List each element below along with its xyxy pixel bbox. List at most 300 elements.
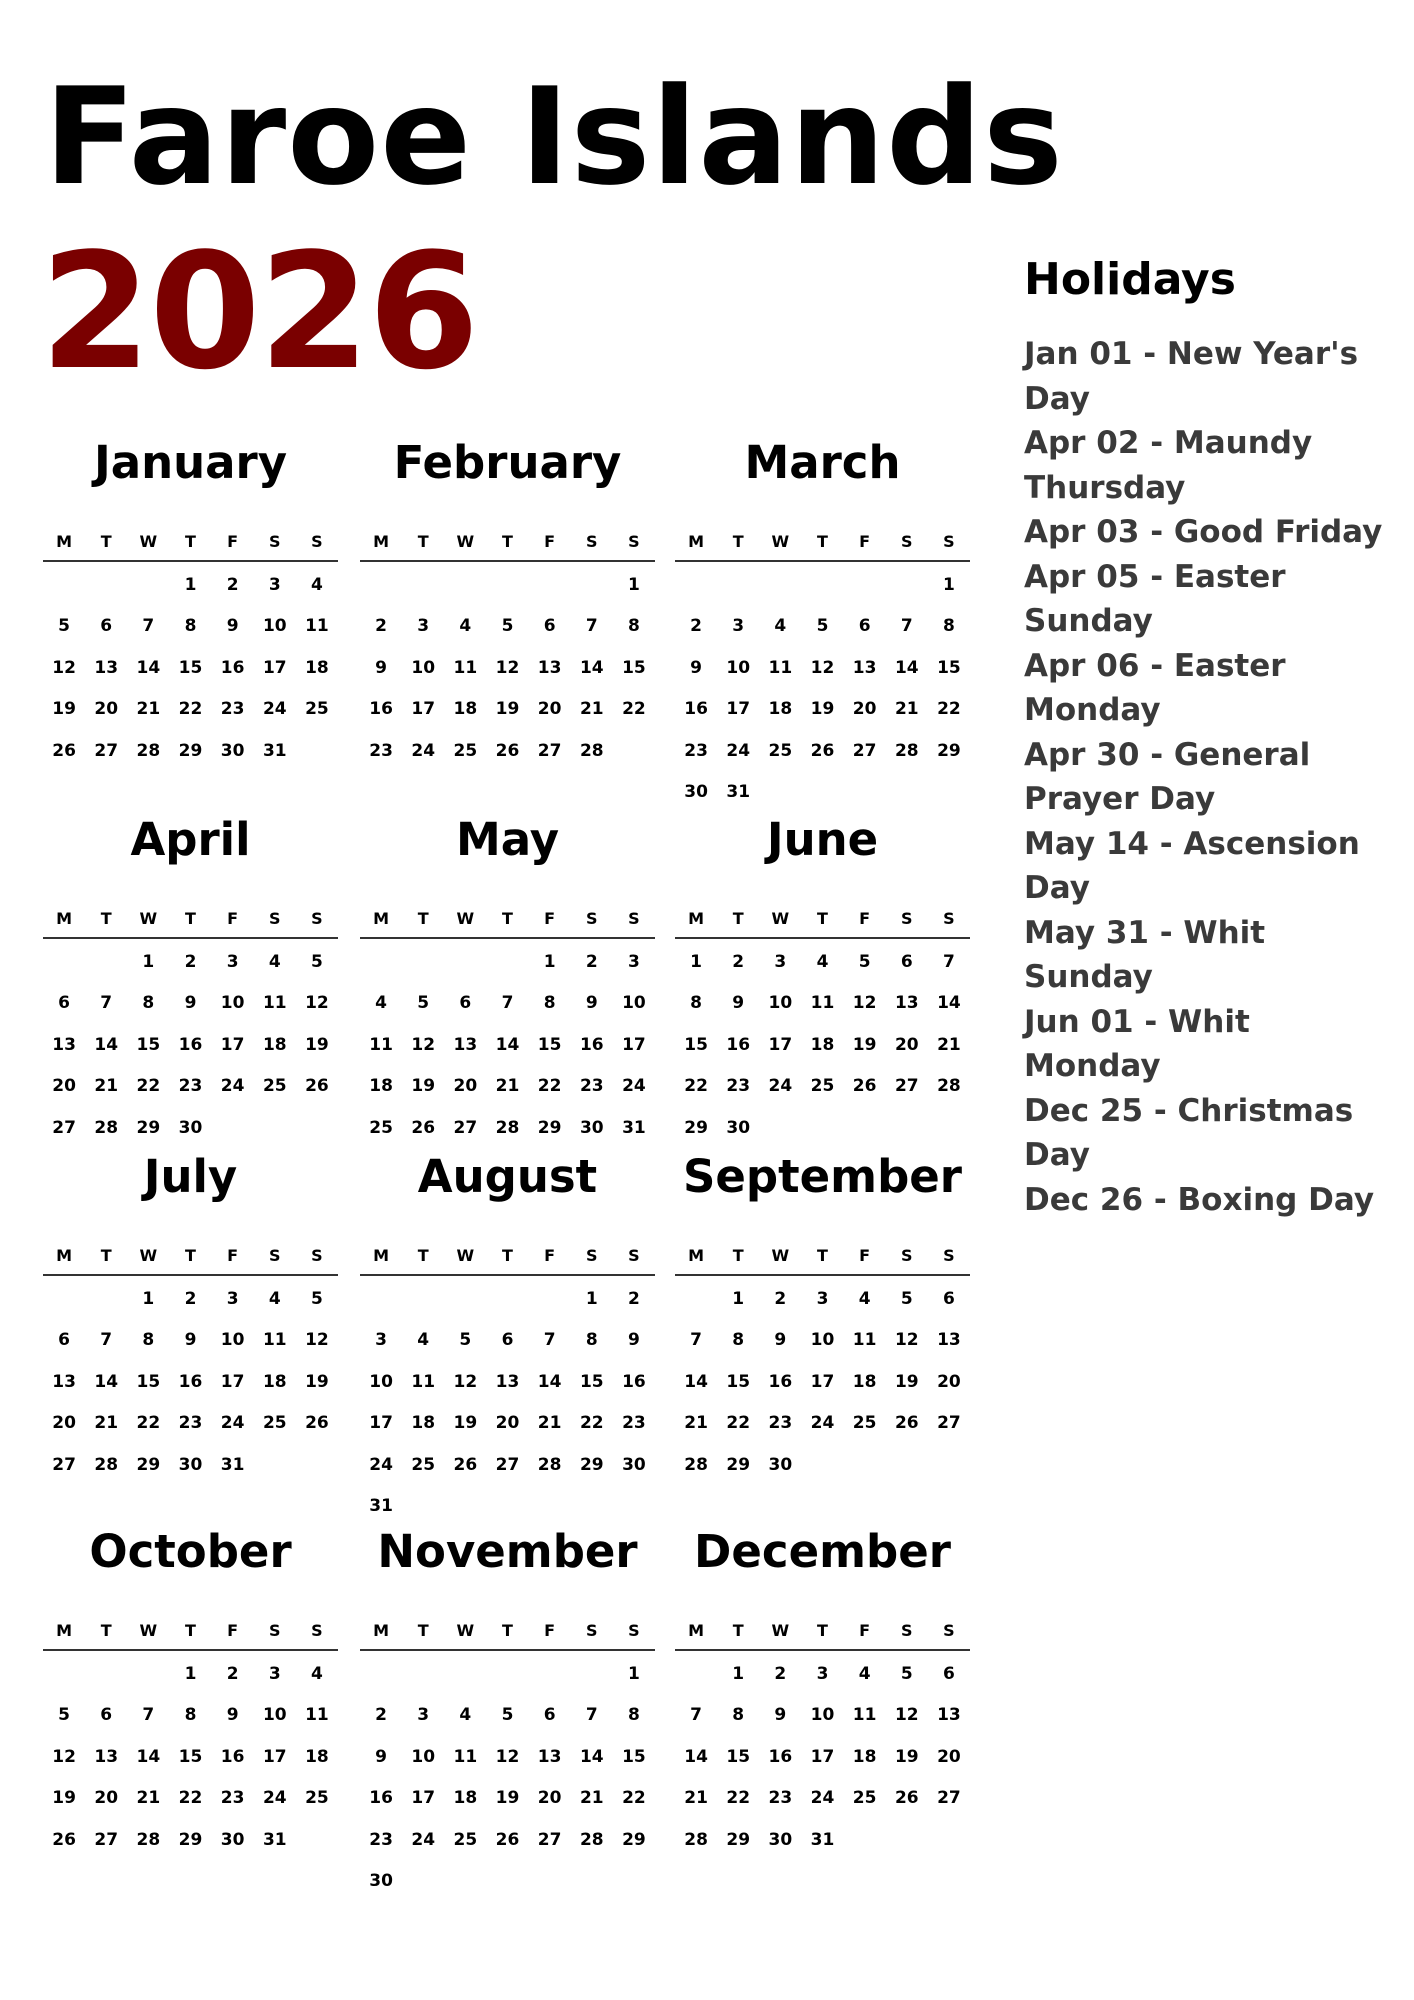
day-cell: 30 (369, 1871, 393, 1892)
day-cell: 21 (136, 699, 161, 720)
weekday-header-row (360, 903, 655, 939)
day-grid (43, 1278, 338, 1486)
day-cell: 30 (220, 740, 245, 761)
day-cell: 3 (816, 1663, 829, 1684)
day-cell: 12 (453, 1371, 478, 1392)
holiday-item: Apr 30 - General Prayer Day (1024, 736, 1311, 817)
weekday-header: S (269, 1620, 281, 1640)
day-cell: 5 (900, 1288, 913, 1309)
weekday-header: T (185, 908, 196, 928)
month-name: July (143, 1150, 238, 1203)
holiday-item: Dec 26 - Boxing Day (1024, 1181, 1375, 1218)
day-cell: 3 (627, 951, 640, 972)
weekday-header: F (227, 908, 239, 928)
day-cell: 23 (369, 740, 393, 761)
day-cell: 19 (305, 1034, 329, 1055)
month-december (675, 1523, 970, 1861)
weekday-header: S (311, 1620, 323, 1640)
weekday-header: T (817, 1245, 828, 1265)
day-cell: 17 (411, 699, 436, 720)
day-cell: 23 (579, 1076, 604, 1097)
day-cell: 23 (178, 1076, 203, 1097)
day-cell: 13 (52, 1371, 76, 1392)
day-cell: 4 (459, 1705, 472, 1726)
day-cell: 18 (852, 1746, 877, 1767)
day-cell: 25 (262, 1413, 287, 1434)
day-cell: 9 (774, 1330, 787, 1351)
day-cell: 11 (305, 1705, 329, 1726)
day-cell: 6 (58, 993, 70, 1014)
month-may (360, 811, 655, 1149)
weekday-header: S (943, 531, 955, 551)
weekday-header: W (771, 531, 790, 551)
day-cell: 17 (411, 1788, 436, 1809)
day-cell: 29 (726, 1454, 751, 1475)
weekday-header: T (502, 1245, 513, 1265)
day-cell: 8 (585, 1330, 598, 1351)
weekday-header: T (502, 908, 513, 928)
day-cell: 20 (52, 1076, 76, 1097)
day-cell: 16 (768, 1371, 793, 1392)
day-cell: 7 (690, 1330, 702, 1351)
day-cell: 19 (495, 699, 520, 720)
day-cell: 16 (622, 1371, 646, 1392)
day-cell: 11 (453, 1746, 478, 1767)
day-cell: 10 (369, 1371, 393, 1392)
day-cell: 23 (369, 1829, 393, 1850)
day-cell: 2 (774, 1288, 787, 1309)
day-cell: 14 (684, 1371, 708, 1392)
day-cell: 27 (52, 1454, 76, 1475)
day-cell: 13 (852, 657, 877, 678)
day-cell: 2 (375, 616, 387, 637)
day-cell: 29 (136, 1117, 161, 1138)
day-cell: 26 (411, 1117, 436, 1138)
day-cell: 5 (310, 1288, 323, 1309)
weekday-header: T (732, 531, 744, 551)
day-cell: 29 (726, 1829, 751, 1850)
day-cell: 21 (94, 1076, 119, 1097)
weekday-header-row (675, 1240, 970, 1276)
day-cell: 18 (852, 1371, 877, 1392)
day-cell: 20 (52, 1413, 76, 1434)
day-cell: 10 (622, 993, 646, 1014)
day-cell: 26 (52, 1829, 76, 1850)
day-cell: 6 (501, 1330, 514, 1351)
day-cell: 11 (768, 657, 793, 678)
weekday-header: S (901, 1620, 913, 1640)
day-cell: 25 (262, 1076, 287, 1097)
day-cell: 28 (579, 740, 604, 761)
day-cell: 2 (627, 1288, 640, 1309)
day-cell: 12 (810, 657, 835, 678)
day-cell: 1 (627, 1663, 640, 1684)
day-cell: 4 (268, 1288, 281, 1309)
weekday-header: M (688, 908, 705, 928)
day-cell: 1 (942, 574, 955, 595)
day-cell: 28 (136, 740, 161, 761)
day-cell: 11 (852, 1330, 877, 1351)
month-january (43, 434, 338, 772)
month-april (43, 811, 338, 1149)
day-cell: 27 (52, 1117, 76, 1138)
day-cell: 25 (810, 1076, 835, 1097)
month-july (43, 1148, 338, 1486)
weekday-header: M (56, 908, 73, 928)
day-cell: 3 (417, 1705, 430, 1726)
day-cell: 18 (305, 657, 329, 678)
day-cell: 8 (627, 1705, 640, 1726)
month-june (675, 811, 970, 1149)
day-cell: 10 (262, 1705, 287, 1726)
weekday-header: T (417, 1620, 429, 1640)
day-cell: 14 (937, 993, 961, 1014)
day-cell: 8 (690, 993, 702, 1014)
weekday-header: W (771, 1245, 790, 1265)
day-cell: 14 (136, 657, 161, 678)
day-cell: 23 (622, 1413, 646, 1434)
day-cell: 16 (220, 1746, 245, 1767)
day-cell: 1 (627, 574, 640, 595)
month-september (675, 1148, 970, 1486)
weekday-header: T (100, 908, 112, 928)
day-cell: 21 (495, 1076, 520, 1097)
day-cell: 15 (622, 657, 646, 678)
day-cell: 3 (774, 951, 787, 972)
weekday-header: F (859, 1620, 871, 1640)
weekday-header: T (100, 1245, 112, 1265)
day-cell: 30 (622, 1454, 646, 1475)
day-cell: 16 (178, 1034, 203, 1055)
day-cell: 26 (453, 1454, 478, 1475)
weekday-header: F (227, 1620, 239, 1640)
day-cell: 22 (726, 1413, 751, 1434)
weekday-header: T (732, 1245, 744, 1265)
weekday-header: T (502, 1620, 513, 1640)
day-cell: 26 (810, 740, 835, 761)
weekday-header: S (269, 1245, 281, 1265)
day-cell: 16 (178, 1371, 203, 1392)
month-name: February (393, 436, 622, 489)
day-cell: 11 (852, 1705, 877, 1726)
day-cell: 19 (453, 1413, 478, 1434)
month-august (360, 1148, 655, 1527)
weekday-header: F (544, 1620, 556, 1640)
day-cell: 10 (768, 993, 793, 1014)
day-cell: 10 (220, 1330, 245, 1351)
weekday-header: S (586, 1620, 598, 1640)
day-cell: 13 (94, 657, 119, 678)
day-cell: 3 (268, 1663, 281, 1684)
weekday-header-row (675, 903, 970, 939)
day-grid (43, 941, 338, 1149)
day-cell: 18 (262, 1371, 287, 1392)
day-cell: 10 (411, 1746, 436, 1767)
day-cell: 21 (894, 699, 919, 720)
day-cell: 17 (220, 1034, 245, 1055)
holidays-title: Holidays (1024, 254, 1236, 305)
day-cell: 14 (136, 1746, 161, 1767)
day-cell: 27 (495, 1454, 520, 1475)
day-cell: 16 (220, 657, 245, 678)
weekday-header: F (227, 531, 239, 551)
weekday-header: S (586, 1245, 598, 1265)
day-cell: 10 (726, 657, 751, 678)
weekday-header: S (901, 908, 913, 928)
weekday-header-row (675, 1615, 970, 1651)
day-cell: 1 (142, 1288, 155, 1309)
day-cell: 24 (411, 1829, 436, 1850)
day-cell: 14 (537, 1371, 562, 1392)
day-cell: 3 (417, 616, 430, 637)
day-cell: 12 (852, 993, 877, 1014)
day-cell: 2 (732, 951, 745, 972)
weekday-header: T (417, 908, 429, 928)
month-name: May (455, 813, 560, 866)
day-cell: 15 (136, 1034, 161, 1055)
day-cell: 18 (810, 1034, 835, 1055)
weekday-header: F (544, 531, 556, 551)
weekday-header: S (628, 1620, 640, 1640)
weekday-header: T (417, 1245, 429, 1265)
day-cell: 5 (816, 616, 829, 637)
day-cell: 9 (732, 993, 745, 1014)
day-cell: 4 (375, 993, 387, 1014)
weekday-header: W (456, 531, 475, 551)
day-cell: 24 (622, 1076, 646, 1097)
day-cell: 4 (417, 1330, 430, 1351)
day-cell: 13 (52, 1034, 76, 1055)
day-cell: 4 (310, 1663, 323, 1684)
day-cell: 28 (579, 1829, 604, 1850)
weekday-header: M (688, 531, 705, 551)
weekday-header: W (139, 1620, 158, 1640)
weekday-header: W (139, 1245, 158, 1265)
day-cell: 5 (858, 951, 871, 972)
day-cell: 11 (810, 993, 835, 1014)
weekday-header: T (502, 531, 513, 551)
day-cell: 20 (453, 1076, 478, 1097)
day-cell: 27 (894, 1076, 919, 1097)
day-cell: 28 (684, 1829, 708, 1850)
day-cell: 13 (94, 1746, 119, 1767)
day-cell: 17 (369, 1413, 393, 1434)
day-cell: 6 (543, 1705, 556, 1726)
weekday-header: F (859, 1245, 871, 1265)
day-cell: 2 (375, 1705, 387, 1726)
weekday-header: F (859, 908, 871, 928)
day-cell: 8 (142, 993, 155, 1014)
day-cell: 23 (768, 1413, 793, 1434)
day-cell: 30 (178, 1454, 203, 1475)
holiday-item: Apr 05 - Easter Sunday (1024, 558, 1286, 639)
day-cell: 21 (579, 1788, 604, 1809)
day-cell: 27 (537, 740, 562, 761)
day-cell: 20 (537, 699, 562, 720)
day-cell: 14 (495, 1034, 520, 1055)
weekday-header: W (456, 1245, 475, 1265)
weekday-header: T (185, 1620, 196, 1640)
day-cell: 17 (262, 657, 287, 678)
day-cell: 14 (579, 657, 604, 678)
day-cell: 9 (226, 616, 239, 637)
weekday-header-row (360, 1615, 655, 1651)
day-cell: 9 (627, 1330, 640, 1351)
day-cell: 2 (184, 951, 197, 972)
day-cell: 6 (942, 1663, 955, 1684)
day-cell: 4 (310, 574, 323, 595)
weekday-header: T (185, 1245, 196, 1265)
day-cell: 5 (58, 616, 70, 637)
day-cell: 11 (453, 657, 478, 678)
day-cell: 22 (178, 699, 203, 720)
day-cell: 6 (942, 1288, 955, 1309)
day-cell: 15 (684, 1034, 708, 1055)
weekday-header: T (817, 908, 828, 928)
day-cell: 4 (774, 616, 787, 637)
holiday-item: Apr 06 - Easter Monday (1024, 647, 1286, 728)
day-cell: 30 (579, 1117, 604, 1138)
weekday-header: S (586, 531, 598, 551)
day-cell: 12 (894, 1330, 919, 1351)
day-cell: 4 (459, 616, 472, 637)
day-cell: 27 (453, 1117, 478, 1138)
day-cell: 21 (136, 1788, 161, 1809)
day-cell: 26 (495, 1829, 520, 1850)
day-cell: 19 (495, 1788, 520, 1809)
day-cell: 22 (684, 1076, 708, 1097)
day-cell: 17 (810, 1746, 835, 1767)
day-cell: 15 (622, 1746, 646, 1767)
day-grid (360, 941, 655, 1149)
weekday-header: S (628, 531, 640, 551)
day-cell: 21 (937, 1034, 961, 1055)
weekday-header: T (185, 531, 196, 551)
weekday-header: S (943, 908, 955, 928)
day-cell: 7 (585, 616, 598, 637)
day-cell: 15 (136, 1371, 161, 1392)
day-cell: 11 (262, 993, 287, 1014)
day-cell: 27 (94, 740, 119, 761)
weekday-header: M (373, 908, 390, 928)
day-cell: 4 (858, 1663, 871, 1684)
day-cell: 22 (136, 1413, 161, 1434)
day-cell: 21 (537, 1413, 562, 1434)
day-grid (675, 1278, 970, 1486)
weekday-header-row (675, 526, 970, 562)
day-cell: 13 (453, 1034, 478, 1055)
day-cell: 1 (732, 1288, 745, 1309)
day-cell: 9 (226, 1705, 239, 1726)
day-cell: 16 (369, 699, 393, 720)
day-cell: 29 (937, 740, 961, 761)
weekday-header: M (56, 1620, 73, 1640)
day-cell: 29 (136, 1454, 161, 1475)
day-cell: 2 (226, 574, 239, 595)
day-cell: 19 (894, 1371, 919, 1392)
day-cell: 29 (178, 1829, 203, 1850)
day-cell: 6 (100, 616, 113, 637)
day-cell: 19 (852, 1034, 877, 1055)
day-cell: 27 (94, 1829, 119, 1850)
day-cell: 7 (585, 1705, 598, 1726)
day-cell: 13 (937, 1705, 961, 1726)
day-cell: 22 (178, 1788, 203, 1809)
holidays-list (1024, 332, 1396, 1222)
day-cell: 4 (816, 951, 829, 972)
weekday-header-row (360, 1240, 655, 1276)
day-cell: 20 (937, 1746, 961, 1767)
day-cell: 22 (622, 1788, 646, 1809)
day-cell: 2 (184, 1288, 197, 1309)
day-cell: 7 (142, 616, 155, 637)
day-cell: 24 (369, 1454, 393, 1475)
month-february (360, 434, 655, 772)
weekday-header: W (456, 908, 475, 928)
day-cell: 15 (726, 1371, 751, 1392)
month-name: April (130, 813, 251, 866)
day-cell: 29 (684, 1117, 708, 1138)
day-cell: 11 (262, 1330, 287, 1351)
day-cell: 15 (178, 657, 203, 678)
day-cell: 24 (262, 1788, 287, 1809)
day-cell: 14 (94, 1034, 119, 1055)
day-cell: 9 (690, 657, 702, 678)
weekday-header: M (688, 1620, 705, 1640)
weekday-header: W (456, 1620, 475, 1640)
month-name: March (744, 436, 901, 489)
day-cell: 25 (852, 1413, 877, 1434)
day-cell: 23 (684, 740, 708, 761)
day-cell: 22 (622, 699, 646, 720)
holiday-item: Apr 02 - Maundy Thursday (1024, 425, 1313, 506)
day-cell: 17 (726, 699, 751, 720)
day-cell: 20 (852, 699, 877, 720)
day-cell: 15 (726, 1746, 751, 1767)
day-cell: 22 (537, 1076, 562, 1097)
day-cell: 21 (94, 1413, 119, 1434)
day-cell: 8 (184, 1705, 197, 1726)
day-cell: 18 (369, 1076, 393, 1097)
day-cell: 9 (184, 993, 197, 1014)
day-cell: 16 (768, 1746, 793, 1767)
calendar-title: Faroe Islands (44, 59, 1064, 215)
day-cell: 1 (732, 1663, 745, 1684)
day-cell: 9 (585, 993, 598, 1014)
day-cell: 12 (894, 1705, 919, 1726)
day-cell: 13 (537, 657, 562, 678)
day-cell: 6 (900, 951, 913, 972)
day-cell: 27 (937, 1788, 961, 1809)
day-grid (43, 1653, 338, 1861)
day-cell: 11 (411, 1371, 436, 1392)
day-cell: 27 (537, 1829, 562, 1850)
day-cell: 15 (937, 657, 961, 678)
day-cell: 9 (375, 1746, 387, 1767)
holiday-item: Apr 03 - Good Friday (1024, 514, 1383, 550)
day-cell: 13 (937, 1330, 961, 1351)
day-cell: 7 (501, 993, 514, 1014)
day-grid (43, 564, 338, 772)
day-cell: 30 (726, 1117, 751, 1138)
day-cell: 25 (768, 740, 793, 761)
day-cell: 14 (579, 1746, 604, 1767)
day-cell: 5 (310, 951, 323, 972)
day-cell: 28 (495, 1117, 520, 1138)
weekday-header: S (586, 908, 598, 928)
day-cell: 8 (142, 1330, 155, 1351)
day-cell: 13 (495, 1371, 520, 1392)
